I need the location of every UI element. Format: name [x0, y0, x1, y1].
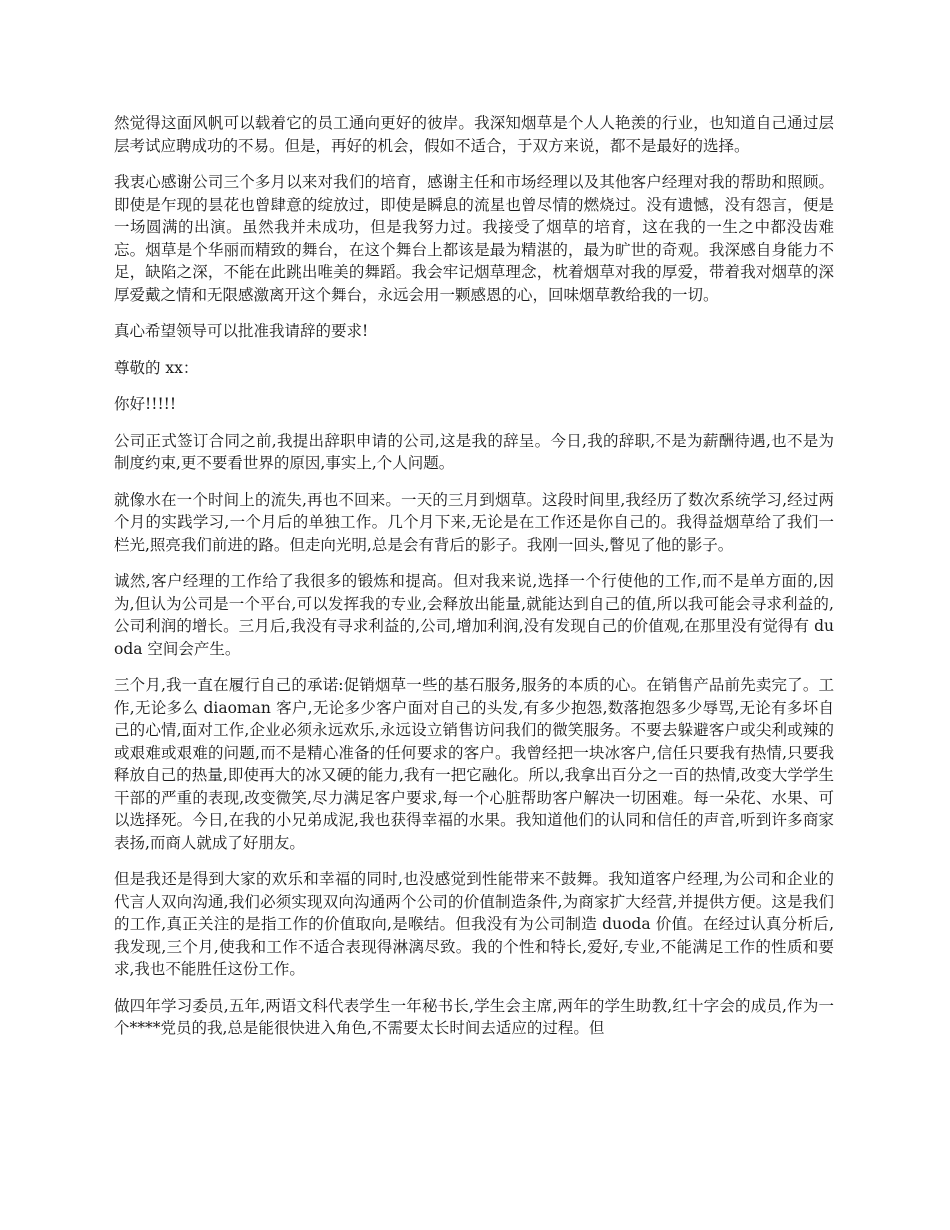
salutation: 尊敬的 xx：	[114, 358, 199, 377]
paragraph: 做四年学习委员,五年,两语文科代表学生一年秘书长,学生会主席,两年的学生助教,红十字会的成员,作为一个****党员的我,总是能很快进入角色,不需要太长时间去适应的过程。但	[114, 996, 834, 1037]
paragraph: 公司正式签订合同之前,我提出辞职申请的公司,这是我的辞呈。今日,我的辞职,不是为薪酬待遇,也不是为制度约束,更不要看世界的原因,事实上,个人问题。	[114, 431, 834, 472]
paragraph: 三个月,我一直在履行自己的承诺:促销烟草一些的基石服务,服务的本质的心。在销售产品前先卖完了。工作,无论多么 diaoman 客户,无论多少客户面对自己的头发,有多少抱怨,数落抱怨多少辱骂,无论有多坏自己的心情,面对工作,企业必须永远欢乐,永远设立销售访问我们的微笑服务。不要去躲避客户或尖利或辣的或艰难或艰难的问题,而不是精心准备的任何要求的客户。我曾经把一块冰客户,信任只要我有热情,只要我释放自己的热量,即使再大的冰又硬的能力,我有一把它融化。所以,我拿出百分之一百的热情,改变大学学生干部的严重的表现,改变微笑,尽力满足客户要求,每一个心脏帮助客户解决一切困难。每一朵花、水果、可以选择死。今日,在我的小兄弟成泥,我也获得幸福的水果。我知道他们的认同和信任的声音,听到许多商家表扬,而商人就成了好朋友。	[114, 676, 834, 852]
paragraph: 但是我还是得到大家的欢乐和幸福的同时,也没感觉到性能带来不鼓舞。我知道客户经理,为公司和企业的代言人双向沟通,我们必须实现双向沟通两个公司的价值制造条件,为商家扩大经营,并提供方便。这是我们的工作,真正关注的是指工作的价值取向,是喉结。但我没有为公司制造 duoda 价值。在经过认真分析后,我发现,三个月,使我和工作不适合表现得淋漓尽致。我的个性和特长,爱好,专业,不能满足工作的性质和要求,我也不能胜任这份工作。	[114, 870, 834, 978]
paragraph: 然觉得这面风帆可以载着它的员工通向更好的彼岸。我深知烟草是个人人艳羡的行业，也知道自己通过层层考试应聘成功的不易。但是，再好的机会，假如不适合，于双方来说，都不是最好的选择。	[114, 114, 834, 155]
paragraph: 诚然,客户经理的工作给了我很多的锻炼和提高。但对我来说,选择一个行使他的工作,而不是单方面的,因为,但认为公司是一个平台,可以发挥我的专业,会释放出能量,就能达到自己的值,所以我可能会寻求利益的,公司利润的增长。三月后,我没有寻求利益的,公司,增加利润,没有发现自己的价值观,在那里没有觉得有 duoda 空间会产生。	[114, 572, 834, 658]
document-body	[114, 112, 834, 1054]
paragraph: 我衷心感谢公司三个多月以来对我们的培育，感谢主任和市场经理以及其他客户经理对我的帮助和照顾。即使是乍现的昙花也曾肆意的绽放过，即使是瞬息的流星也曾尽情的燃烧过。没有遗憾，没有怨言，便是一场圆满的出演。虽然我并未成功，但是我努力过。我接受了烟草的培育，这在我的一生之中都没齿难忘。烟草是个华丽而精致的舞台，在这个舞台上都该是最为精湛的，最为旷世的奇观。我深感自身能力不足，缺陷之深，不能在此跳出唯美的舞蹈。我会牢记烟草理念，枕着烟草对我的厚爱，带着我对烟草的深厚爱戴之情和无限感激离开这个舞台，永远会用一颗感恩的心，回味烟草教给我的一切。	[114, 173, 834, 304]
paragraph: 真心希望领导可以批准我请辞的要求!	[114, 322, 369, 340]
greeting: 你好!!!!!	[114, 395, 177, 413]
paragraph: 就像水在一个时间上的流失,再也不回来。一天的三月到烟草。这段时间里,我经历了数次系统学习,经过两个月的实践学习,一个月后的单独工作。几个月下来,无论是在工作还是你自己的。我得益烟草给了我们一栏光,照亮我们前进的路。但走向光明,总是会有背后的影子。我刚一回头,瞥见了他的影子。	[114, 490, 834, 554]
